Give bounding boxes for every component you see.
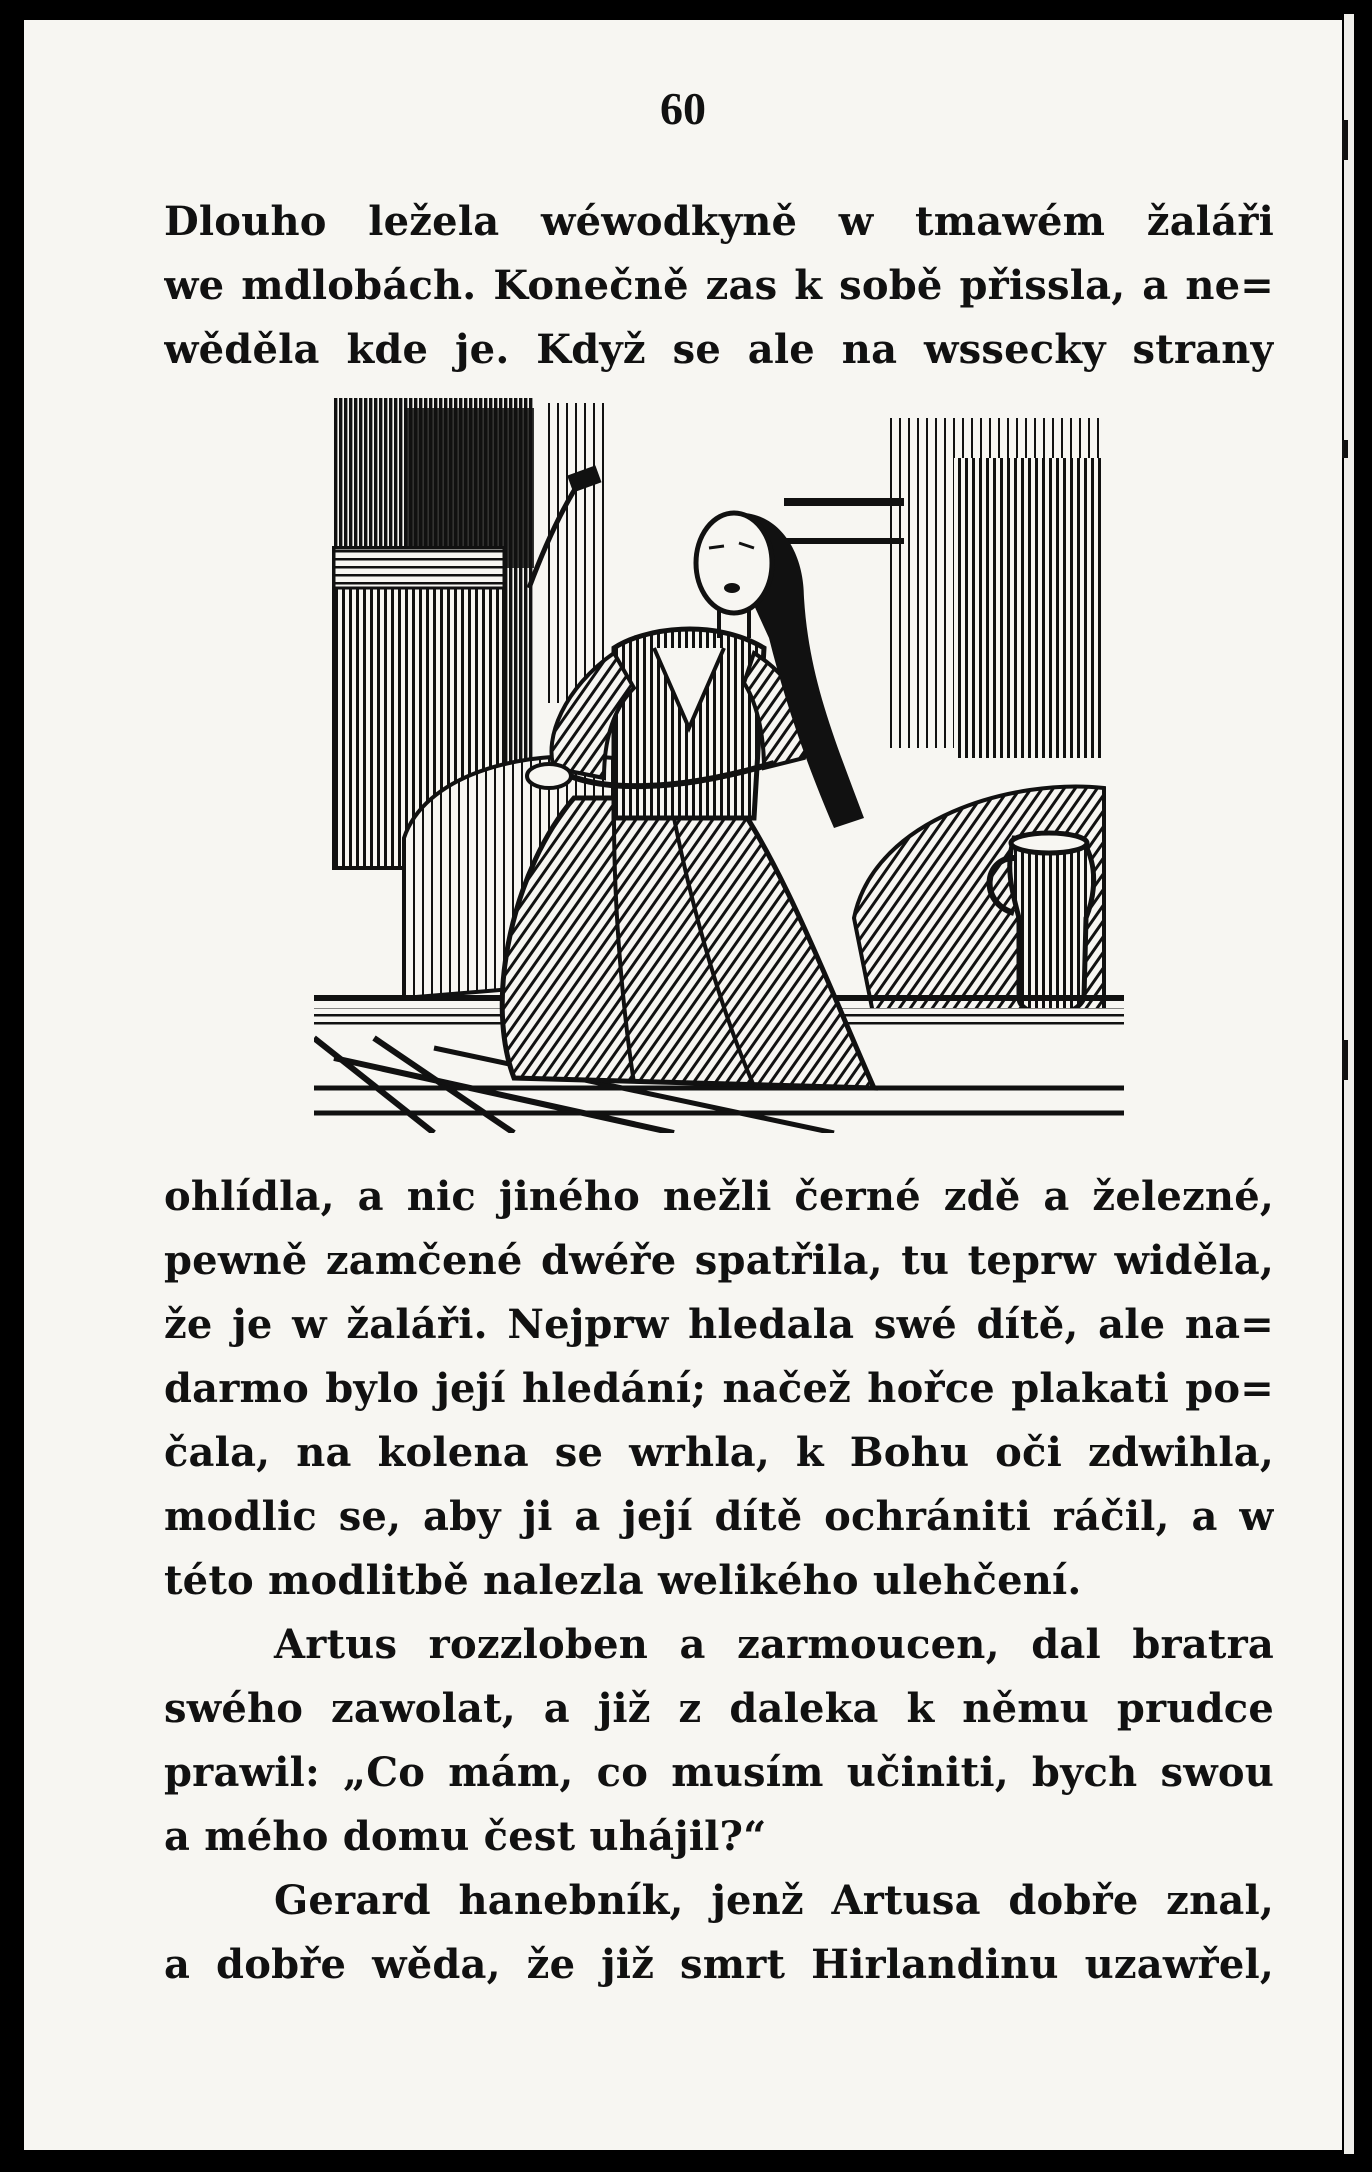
paragraph-top — [164, 190, 1274, 382]
text-line: a mého domu čest uhájil?“ — [164, 1813, 767, 1860]
text-line: pewně zamčené dwéře spatřila, tu teprw widěla, — [164, 1237, 1274, 1284]
text-line: darmo bylo její hledání; načež hořce plakati po= — [164, 1365, 1274, 1412]
page-edge — [1344, 14, 1354, 2154]
text-line: we mdlobách. Konečně zas k sobě přissla, a ne= — [164, 262, 1274, 309]
edge-mark — [1342, 1040, 1348, 1080]
text-line: ohlídla, a nic jiného nežli černé zdě a železné, — [164, 1173, 1274, 1220]
text-line: a dobře wěda, že již smrt Hirlandinu uzawřel, — [164, 1941, 1274, 1988]
paragraph-bottom — [164, 1165, 1274, 1997]
text-line: této modlitbě nalezla welikého ulehčení. — [164, 1557, 1082, 1604]
page-number: 60 — [660, 83, 706, 134]
text-line: modlic se, aby ji a její dítě ochrániti ráčil, a w — [164, 1493, 1274, 1540]
book-page — [24, 20, 1342, 2150]
woodcut-illustration — [314, 398, 1124, 1133]
text-line: Artus rozzloben a zarmoucen, dal bratra — [274, 1621, 1274, 1668]
text-line: Dlouho ležela wéwodkyně w tmawém žaláři — [164, 198, 1274, 245]
text-line: prawil: „Co mám, co musím učiniti, bych swou — [164, 1749, 1274, 1796]
edge-mark — [1342, 440, 1348, 458]
text-line: čala, na kolena se wrhla, k Bohu oči zdwihla, — [164, 1429, 1274, 1476]
edge-mark — [1342, 120, 1348, 160]
text-line: swého zawolat, a již z daleka k němu prudce — [164, 1685, 1274, 1732]
text-line: Gerard hanebník, jenž Artusa dobře znal, — [274, 1877, 1274, 1924]
text-line: že je w žaláři. Nejprw hledala swé dítě, ale na= — [164, 1301, 1274, 1348]
text-line: wěděla kde je. Když se ale na wssecky strany — [164, 326, 1274, 373]
